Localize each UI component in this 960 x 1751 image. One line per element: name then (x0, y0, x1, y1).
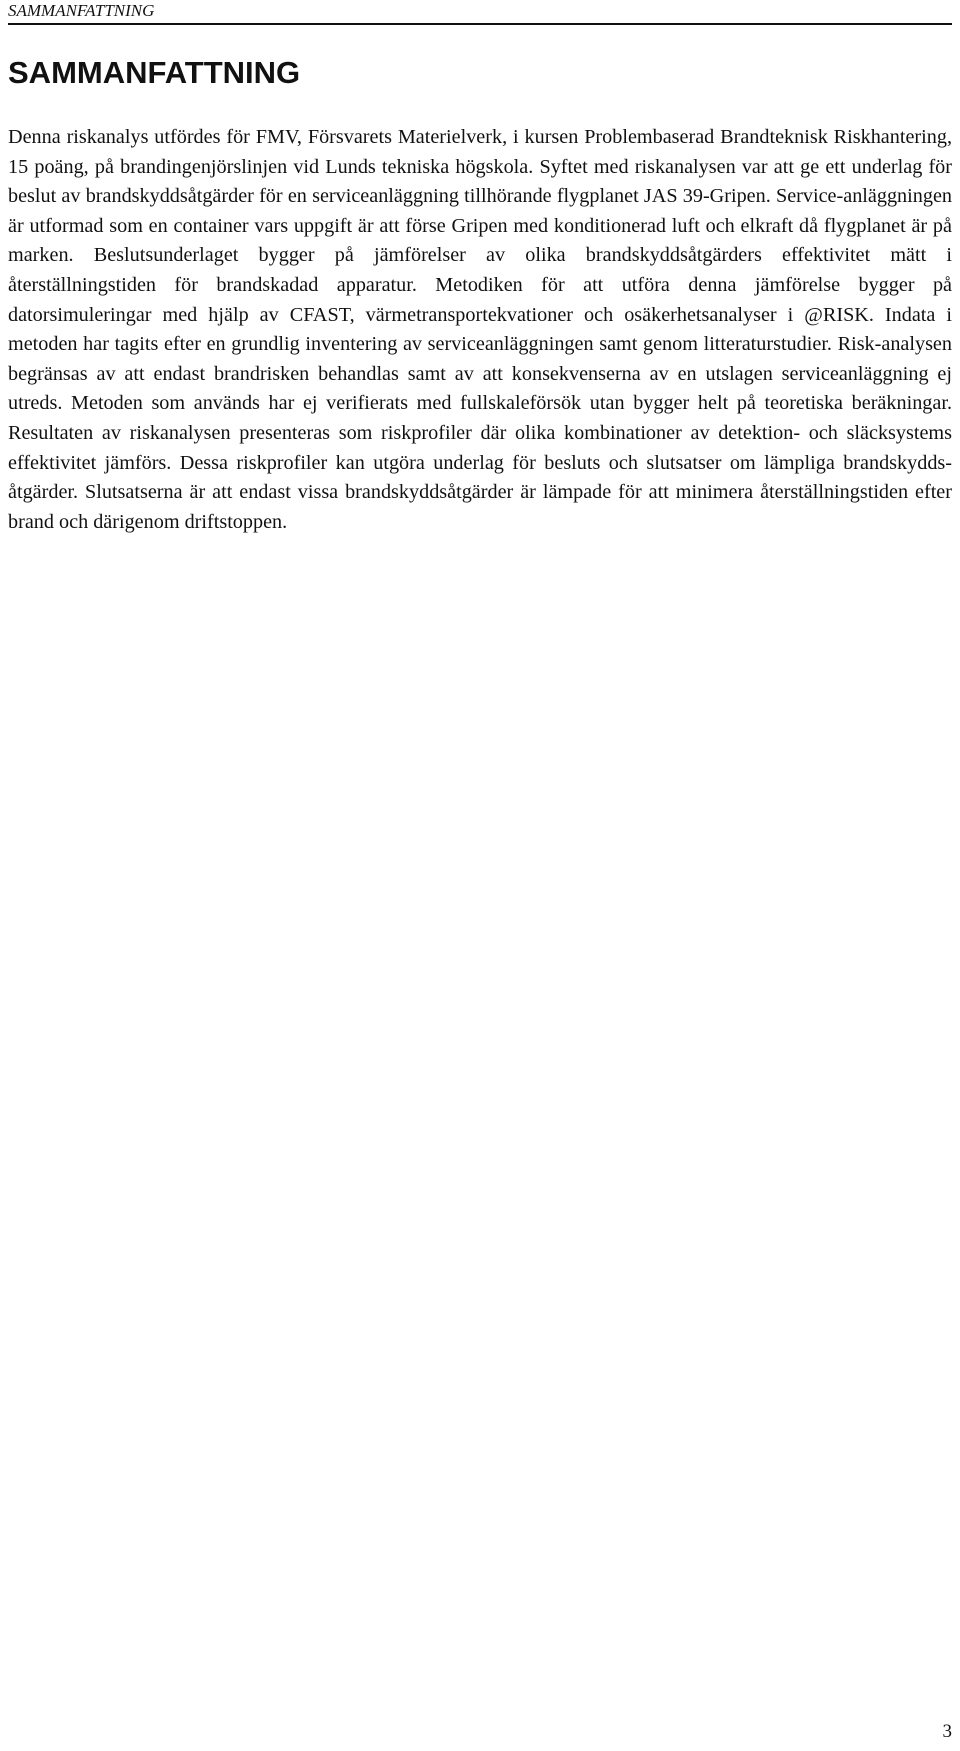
summary-paragraph: Denna riskanalys utfördes för FMV, Försvarets Materielverk, i kursen Problembaserad Brandteknisk Riskhantering, 15 poäng, på brandingenjörslinjen vid Lunds tekniska högskola. Syftet med riskanalysen var att ge ett underlag för beslut av brandskyddsåtgärder för en serviceanläggning tillhörande flygplanet JAS 39-Gripen. Service-anläggningen är utformad som en container vars uppgift är att förse Gripen med konditionerad luft och elkraft då flygplanet är på marken. Beslutsunderlaget bygger på jämförelser av olika brandskyddsåtgärders effektivitet mätt i återställningstiden för brandskadad apparatur. Metodiken för att utföra denna jämförelse bygger på datorsimuleringar med hjälp av CFAST, värmetransportekvationer och osäkerhetsanalyser i @RISK. Indata i metoden har tagits efter en grundlig inventering av serviceanläggningen samt genom litteraturstudier. Risk-analysen begränsas av att endast brandrisken behandlas samt av att konsekvenserna av en utslagen serviceanläggning ej utreds. Metoden som används har ej verifierats med fullskaleförsök utan bygger helt på teoretiska beräkningar. Resultaten av riskanalysen presenteras som riskprofiler där olika kombinationer av detektion- och släcksystems effektivitet jämförs. Dessa riskprofiler kan utgöra underlag för besluts och slutsatser om lämpliga brandskydds-åtgärder. Slutsatserna är att endast vissa brandskyddsåtgärder är lämpade för att minimera återställningstiden efter brand och därigenom driftstoppen. (8, 126, 952, 533)
page-number: 3 (942, 1721, 952, 1742)
page-title: SAMMANFATTNING (8, 55, 301, 90)
running-header: SAMMANFATTNING (8, 0, 952, 25)
